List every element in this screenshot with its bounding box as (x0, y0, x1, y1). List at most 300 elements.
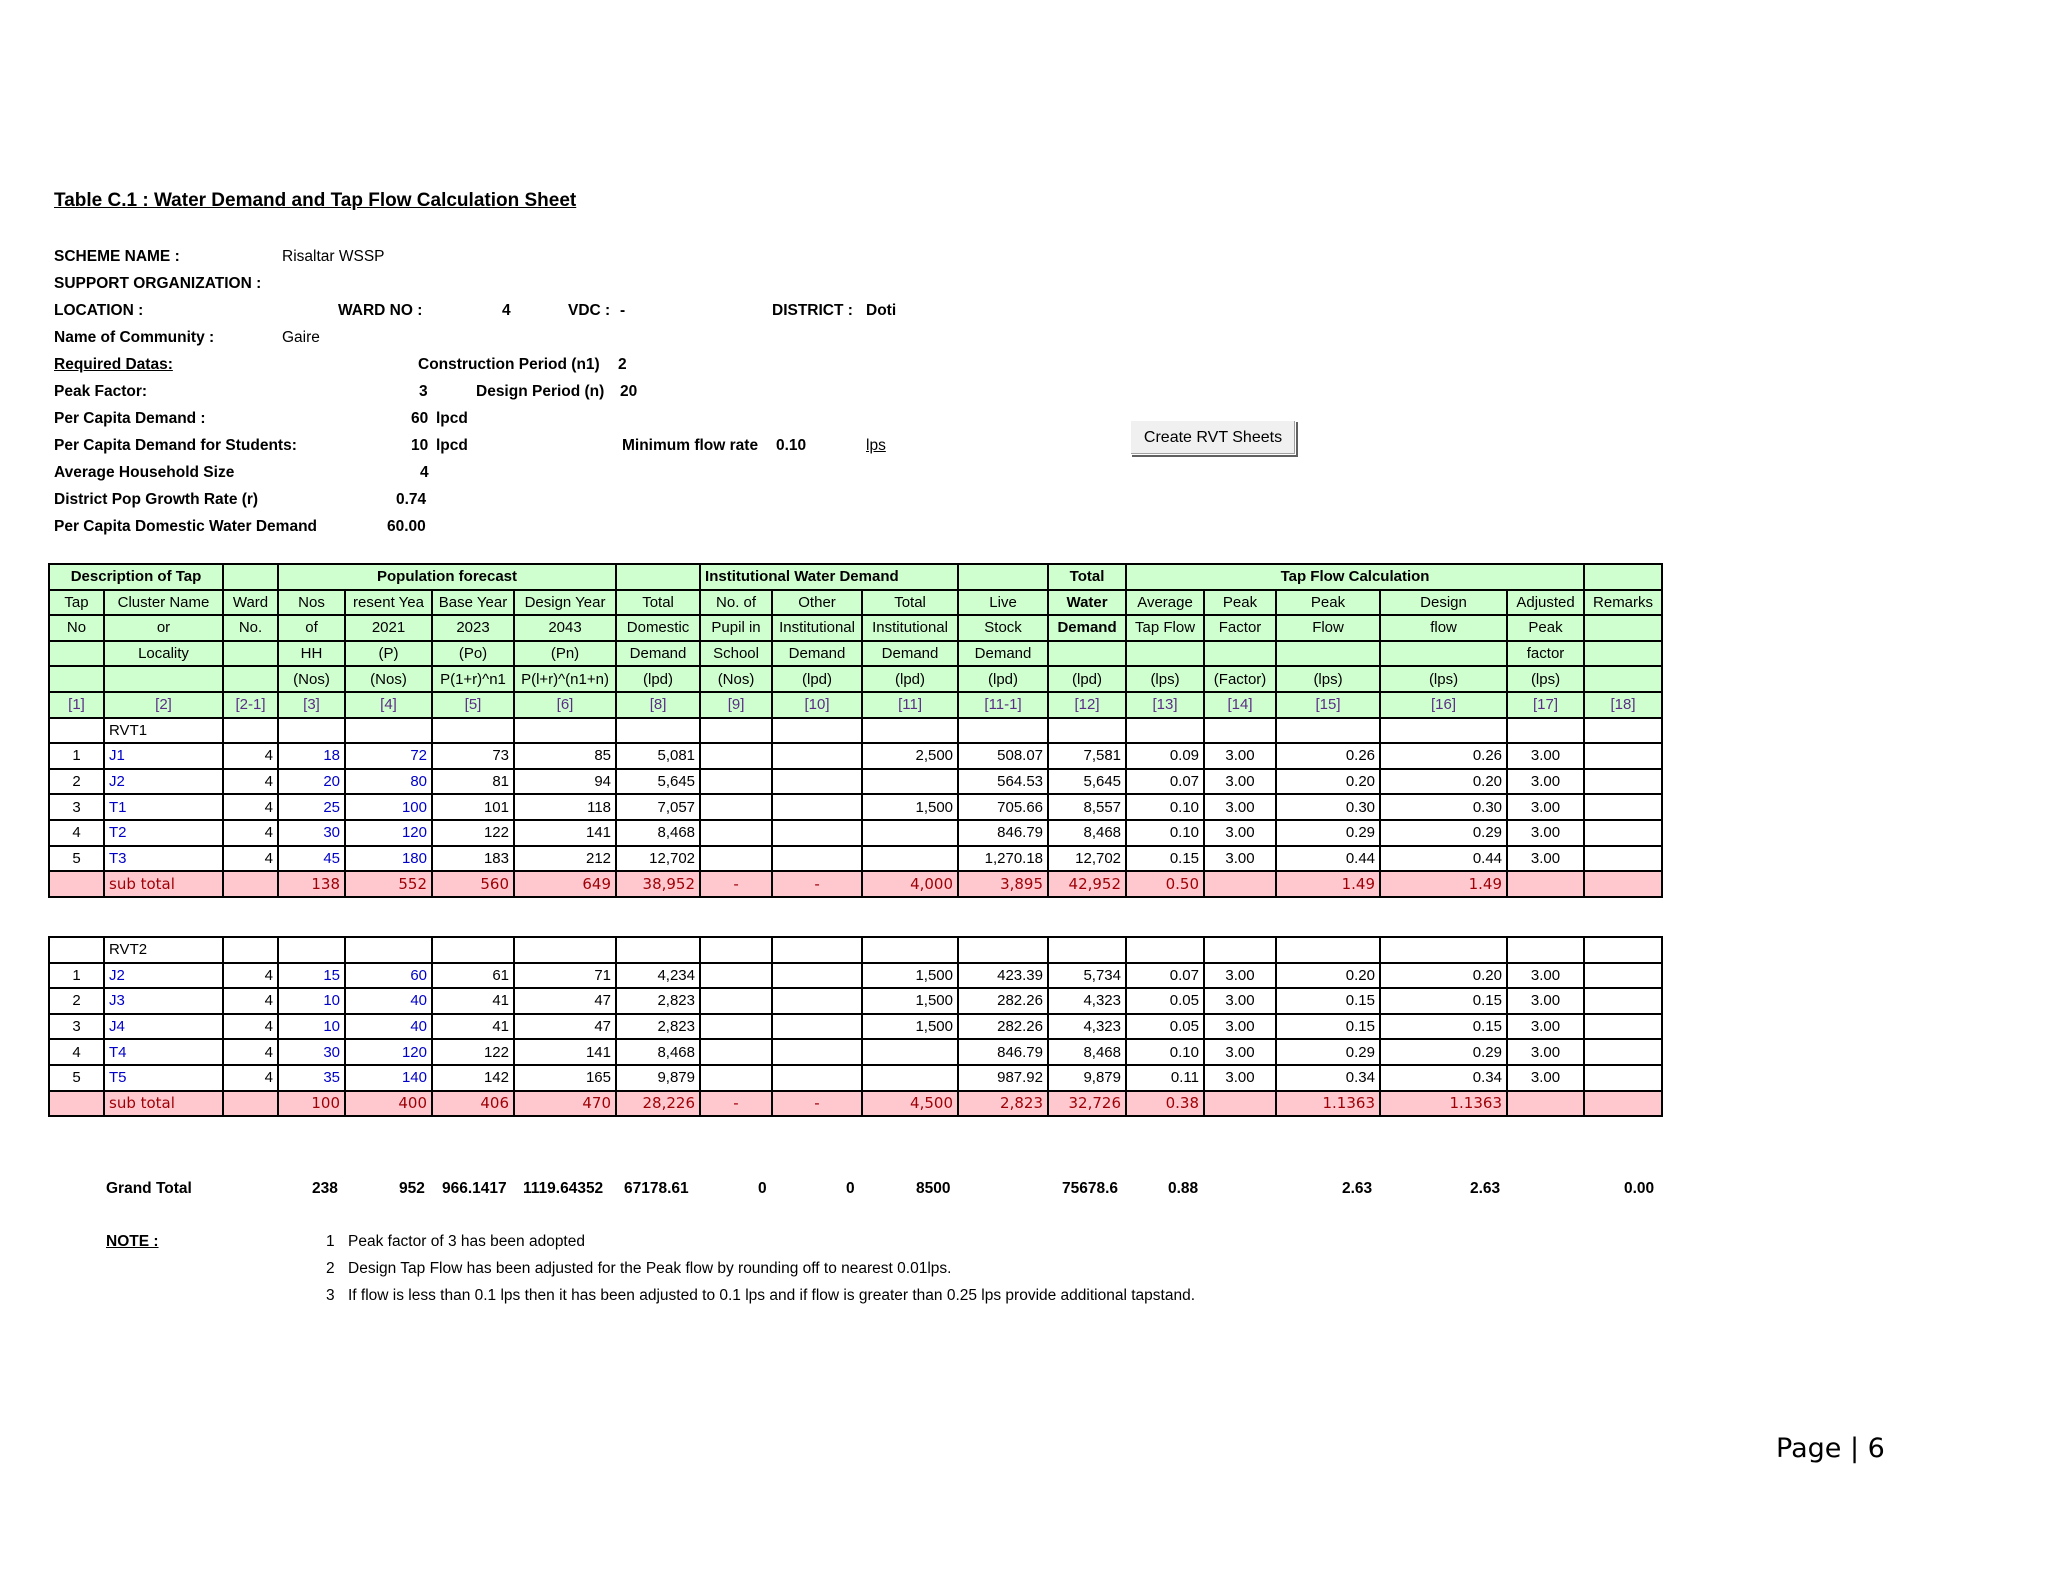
note-number-3: 3 (326, 1287, 335, 1304)
subtotal-cell: 138 (278, 871, 345, 897)
table-cell: T1 (104, 794, 223, 820)
students-value: 10 (411, 437, 429, 454)
grand-total-remarks: 0.00 (1624, 1180, 1655, 1197)
table-cell: 141 (514, 820, 616, 846)
header-cell: [18] (1584, 692, 1662, 718)
empty-cell (49, 718, 104, 744)
table-cell: 1,500 (862, 1014, 958, 1040)
table-cell: 30 (278, 1039, 345, 1065)
subtotal-cell: 1.1363 (1380, 1091, 1507, 1117)
empty-cell (958, 718, 1048, 744)
table-cell: 1,500 (862, 794, 958, 820)
table-cell (1584, 820, 1662, 846)
table-cell: 1 (49, 963, 104, 989)
header-cell: Remarks (1584, 590, 1662, 616)
header-tap-flow-calculation: Tap Flow Calculation (1126, 564, 1584, 590)
table-cell: 80 (345, 769, 432, 795)
table-cell: 8,468 (616, 820, 700, 846)
header-cell: (lps) (1276, 666, 1380, 692)
subtotal-cell: 4,500 (862, 1091, 958, 1117)
header-cell: P(1+r)^n1 (432, 666, 514, 692)
empty-cell (514, 937, 616, 963)
table-cell: 3.00 (1507, 1039, 1584, 1065)
table-cell: 60 (345, 963, 432, 989)
table-cell: 3.00 (1204, 769, 1276, 795)
table-cell: 142 (432, 1065, 514, 1091)
subtotal-cell (49, 871, 104, 897)
subtotal-cell: 28,226 (616, 1091, 700, 1117)
header-cell: (Factor) (1204, 666, 1276, 692)
empty-cell (514, 718, 616, 744)
design-period-label: Design Period (n) (476, 383, 605, 400)
header-cell: [8] (616, 692, 700, 718)
subtotal-cell (1507, 871, 1584, 897)
table-cell: 0.29 (1380, 1039, 1507, 1065)
table-cell: 0.44 (1276, 846, 1380, 872)
subtotal-cell (1204, 1091, 1276, 1117)
table-cell (1584, 743, 1662, 769)
table-cell: 0.07 (1126, 769, 1204, 795)
table-cell: 2 (49, 769, 104, 795)
table-cell: 3.00 (1507, 820, 1584, 846)
table-cell: 30 (278, 820, 345, 846)
table-cell (1584, 846, 1662, 872)
empty-cell (49, 937, 104, 963)
subtotal-cell: 42,952 (1048, 871, 1126, 897)
peak-factor-value: 3 (419, 383, 428, 400)
table-cell (700, 963, 772, 989)
domestic-demand-label: Per Capita Domestic Water Demand (54, 518, 318, 535)
header-cell (1584, 666, 1662, 692)
table-cell: 140 (345, 1065, 432, 1091)
header-empty-remarks (1584, 564, 1662, 590)
header-row6 (49, 692, 1662, 718)
empty-cell (432, 718, 514, 744)
table-cell: 3.00 (1204, 846, 1276, 872)
subtotal-cell (223, 1091, 278, 1117)
header-cell: Demand (958, 641, 1048, 667)
table-cell: 12,702 (1048, 846, 1126, 872)
support-org-label: SUPPORT ORGANIZATION : (54, 275, 262, 292)
table-cell: 1,270.18 (958, 846, 1048, 872)
subtotal-cell: sub total (104, 1091, 223, 1117)
subtotal-cell: 100 (278, 1091, 345, 1117)
grand-total-base: 966.1417 (442, 1180, 507, 1197)
table-cell: 0.20 (1276, 963, 1380, 989)
subtotal-cell (49, 1091, 104, 1117)
header-cell (223, 666, 278, 692)
header-cell: (lpd) (1048, 666, 1126, 692)
table-cell: 72 (345, 743, 432, 769)
header-cell: (lpd) (958, 666, 1048, 692)
subtotal-cell: 1.1363 (1276, 1091, 1380, 1117)
empty-cell (1584, 937, 1662, 963)
header-cell: P(l+r)^(n1+n) (514, 666, 616, 692)
table-cell: 5,734 (1048, 963, 1126, 989)
table-cell: 0.07 (1126, 963, 1204, 989)
header-cell: flow (1380, 615, 1507, 641)
table-cell: 8,468 (1048, 1039, 1126, 1065)
header-total: Total (1048, 564, 1126, 590)
header-cell (1584, 615, 1662, 641)
table-cell (700, 988, 772, 1014)
header-row-groups (49, 564, 1662, 590)
table-cell (862, 1039, 958, 1065)
subtotal-cell: - (772, 1091, 862, 1117)
header-cell: Institutional (862, 615, 958, 641)
subtotal-cell (223, 871, 278, 897)
table-cell: 18 (278, 743, 345, 769)
table-cell: 0.10 (1126, 820, 1204, 846)
table-cell: 705.66 (958, 794, 1048, 820)
table-cell (700, 820, 772, 846)
table-cell: 35 (278, 1065, 345, 1091)
table-cell: J2 (104, 963, 223, 989)
table-cell: 180 (345, 846, 432, 872)
table-cell: 0.30 (1380, 794, 1507, 820)
table-cell: 0.10 (1126, 1039, 1204, 1065)
empty-cell (616, 937, 700, 963)
grand-total-pupil: 0 (758, 1180, 767, 1197)
table-cell: 987.92 (958, 1065, 1048, 1091)
household-size-label: Average Household Size (54, 464, 235, 481)
header-cell: Factor (1204, 615, 1276, 641)
header-cell: Base Year (432, 590, 514, 616)
table-cell (1584, 963, 1662, 989)
header-cell: (P) (345, 641, 432, 667)
empty-cell (1204, 937, 1276, 963)
note-text-3: If flow is less than 0.1 lps then it has been adjusted to 0.1 lps and if flow is greater than 0.25 lps provide additional tapstand. (348, 1287, 1195, 1304)
ward-label: WARD NO : (338, 302, 423, 319)
create-rvt-sheets-button[interactable]: Create RVT Sheets (1130, 420, 1296, 455)
table-cell: 118 (514, 794, 616, 820)
header-cell: [12] (1048, 692, 1126, 718)
empty-cell (700, 937, 772, 963)
header-cell: Locality (104, 641, 223, 667)
empty-cell (958, 937, 1048, 963)
header-cell: 2043 (514, 615, 616, 641)
empty-cell (345, 718, 432, 744)
table-cell: 4 (223, 988, 278, 1014)
header-cell: Pupil in (700, 615, 772, 641)
table-cell: 40 (345, 988, 432, 1014)
table-cell: 3.00 (1507, 769, 1584, 795)
table-cell (700, 1014, 772, 1040)
rvt1-table (48, 563, 1663, 898)
table-cell (862, 1065, 958, 1091)
table-cell: 0.15 (1126, 846, 1204, 872)
ward-value: 4 (502, 302, 511, 319)
empty-cell (1276, 718, 1380, 744)
header-cell: Peak (1507, 615, 1584, 641)
table-cell: 73 (432, 743, 514, 769)
empty-cell (1048, 937, 1126, 963)
per-capita-value: 60 (411, 410, 429, 427)
header-cell: [6] (514, 692, 616, 718)
header-cell: Institutional (772, 615, 862, 641)
header-cell (1126, 641, 1204, 667)
empty-cell (1126, 937, 1204, 963)
table-cell: 423.39 (958, 963, 1048, 989)
table-cell: 3.00 (1507, 1065, 1584, 1091)
table-cell: 8,468 (1048, 820, 1126, 846)
table-cell: 4 (223, 846, 278, 872)
note-text-1: Peak factor of 3 has been adopted (348, 1233, 585, 1250)
table-cell: 9,879 (616, 1065, 700, 1091)
header-cell: Design (1380, 590, 1507, 616)
table-row (49, 794, 1662, 820)
table-cell: 100 (345, 794, 432, 820)
table-cell (700, 769, 772, 795)
header-cell: 2021 (345, 615, 432, 641)
header-cell: Demand (1048, 615, 1126, 641)
table-cell: 4,323 (1048, 988, 1126, 1014)
table-cell: 4 (49, 1039, 104, 1065)
table-cell: 3.00 (1204, 794, 1276, 820)
header-cell: Demand (772, 641, 862, 667)
subtotal-cell: 3,895 (958, 871, 1048, 897)
header-institutional-water-demand: Institutional Water Demand (700, 564, 958, 590)
header-cell (49, 666, 104, 692)
header-cell: resent Yea (345, 590, 432, 616)
construction-period-label: Construction Period (n1) (418, 356, 600, 373)
header-cell: Design Year (514, 590, 616, 616)
table-cell: 3.00 (1507, 963, 1584, 989)
table-cell: 0.29 (1380, 820, 1507, 846)
empty-cell (278, 718, 345, 744)
header-cell: [15] (1276, 692, 1380, 718)
table-cell: 10 (278, 1014, 345, 1040)
header-cell: (Po) (432, 641, 514, 667)
header-cell: 2023 (432, 615, 514, 641)
header-cell (1584, 641, 1662, 667)
empty-cell (1276, 937, 1380, 963)
min-flow-label: Minimum flow rate (622, 437, 759, 454)
design-period-value: 20 (620, 383, 638, 400)
table-cell: 5 (49, 846, 104, 872)
table-cell: 41 (432, 1014, 514, 1040)
subtotal-cell: 649 (514, 871, 616, 897)
subtotal-cell: - (772, 871, 862, 897)
table-cell: 122 (432, 1039, 514, 1065)
table-cell: 0.29 (1276, 820, 1380, 846)
table-cell: 0.15 (1380, 988, 1507, 1014)
header-cell: Stock (958, 615, 1048, 641)
header-cell: (Nos) (700, 666, 772, 692)
vdc-value: - (620, 302, 626, 319)
header-cell: School (700, 641, 772, 667)
growth-rate-value: 0.74 (396, 491, 427, 508)
subtotal-cell (1507, 1091, 1584, 1117)
subtotal-cell: 1.49 (1380, 871, 1507, 897)
per-capita-unit: lpcd (436, 410, 468, 427)
table-cell: 71 (514, 963, 616, 989)
table-cell: 47 (514, 988, 616, 1014)
table-cell: 508.07 (958, 743, 1048, 769)
per-capita-label: Per Capita Demand : (54, 410, 206, 427)
header-cell: No. (223, 615, 278, 641)
header-cell: Demand (616, 641, 700, 667)
header-cell (1204, 641, 1276, 667)
subtotal-cell: 1.49 (1276, 871, 1380, 897)
subtotal-cell: 400 (345, 1091, 432, 1117)
header-cell: Adjusted (1507, 590, 1584, 616)
subtotal-cell: - (700, 1091, 772, 1117)
header-cell: Nos (278, 590, 345, 616)
subtotal-cell: 560 (432, 871, 514, 897)
table-cell: 4 (223, 743, 278, 769)
table-cell: 41 (432, 988, 514, 1014)
header-cell: Total (616, 590, 700, 616)
table-cell: J4 (104, 1014, 223, 1040)
household-size-value: 4 (420, 464, 429, 481)
header-cell: [9] (700, 692, 772, 718)
table-cell: 2,500 (862, 743, 958, 769)
table-cell (862, 846, 958, 872)
location-label: LOCATION : (54, 302, 144, 319)
empty-cell (700, 718, 772, 744)
header-cell: Live (958, 590, 1048, 616)
subtotal-cell: 0.38 (1126, 1091, 1204, 1117)
table-cell: 3.00 (1204, 743, 1276, 769)
table-row (49, 743, 1662, 769)
header-cell (49, 641, 104, 667)
table-cell (1584, 769, 1662, 795)
subtotal-cell (1204, 871, 1276, 897)
table-cell: 4 (223, 769, 278, 795)
table-cell (700, 846, 772, 872)
table-cell: 3.00 (1507, 988, 1584, 1014)
header-cell: [4] (345, 692, 432, 718)
vdc-label: VDC : (568, 302, 611, 319)
header-cell: [17] (1507, 692, 1584, 718)
header-cell: [13] (1126, 692, 1204, 718)
header-cell: Cluster Name (104, 590, 223, 616)
subtotal-cell: sub total (104, 871, 223, 897)
header-cell: Other (772, 590, 862, 616)
table-cell: 4,234 (616, 963, 700, 989)
students-unit: lpcd (436, 437, 468, 454)
district-label: DISTRICT : (772, 302, 853, 319)
empty-cell (616, 718, 700, 744)
table-cell: 4 (49, 820, 104, 846)
table-cell: 3.00 (1204, 988, 1276, 1014)
min-flow-value: 0.10 (776, 437, 807, 454)
header-cell: Flow (1276, 615, 1380, 641)
table-row (49, 1065, 1662, 1091)
sheet-title: Table C.1 : Water Demand and Tap Flow Calculation Sheet (54, 190, 577, 211)
grand-total-label: Grand Total (106, 1180, 192, 1197)
header-cell: Demand (862, 641, 958, 667)
header-cell: Tap Flow (1126, 615, 1204, 641)
domestic-demand-value: 60.00 (387, 518, 426, 535)
table-cell: 2,823 (616, 1014, 700, 1040)
header-cell (104, 666, 223, 692)
table-cell: 5,645 (616, 769, 700, 795)
table-cell: 9,879 (1048, 1065, 1126, 1091)
header-cell (1048, 641, 1126, 667)
table-cell: J1 (104, 743, 223, 769)
header-cell (223, 641, 278, 667)
table-cell (1584, 988, 1662, 1014)
header-empty-ward (223, 564, 278, 590)
table-cell: 3.00 (1507, 794, 1584, 820)
table-row (49, 1039, 1662, 1065)
header-row2 (49, 590, 1662, 616)
table-cell: 165 (514, 1065, 616, 1091)
required-datas-label: Required Datas: (54, 356, 173, 373)
table-cell: 3.00 (1204, 963, 1276, 989)
table-cell: 0.26 (1276, 743, 1380, 769)
table-cell (1584, 794, 1662, 820)
table-cell: 3.00 (1204, 1039, 1276, 1065)
table-cell: 1 (49, 743, 104, 769)
table-cell: 5,081 (616, 743, 700, 769)
table-cell: 7,581 (1048, 743, 1126, 769)
table-cell (862, 769, 958, 795)
table-cell: 4 (223, 1014, 278, 1040)
header-cell: Peak (1276, 590, 1380, 616)
table-cell: 101 (432, 794, 514, 820)
header-empty-total-domestic (616, 564, 700, 590)
header-cell: (Nos) (345, 666, 432, 692)
empty-cell (1380, 937, 1507, 963)
table-cell: 4 (223, 1065, 278, 1091)
table-cell (772, 988, 862, 1014)
header-cell: Water (1048, 590, 1126, 616)
table-cell: 3 (49, 1014, 104, 1040)
table-cell (700, 794, 772, 820)
table-cell: 1,500 (862, 963, 958, 989)
rvt2-name-row (49, 937, 1662, 963)
rvt2-subtotal-row (49, 1091, 1662, 1117)
header-population-forecast: Population forecast (278, 564, 616, 590)
table-cell: 47 (514, 1014, 616, 1040)
table-cell: 0.26 (1380, 743, 1507, 769)
empty-cell (1507, 937, 1584, 963)
header-cell: No. of (700, 590, 772, 616)
district-value: Doti (866, 302, 897, 319)
table-cell: 3.00 (1204, 1014, 1276, 1040)
table-cell: 0.05 (1126, 988, 1204, 1014)
table-cell: 3.00 (1204, 1065, 1276, 1091)
table-cell (772, 769, 862, 795)
table-cell: 0.20 (1276, 769, 1380, 795)
header-cell: [16] (1380, 692, 1507, 718)
empty-cell (772, 937, 862, 963)
rvt1-subtotal-row (49, 871, 1662, 897)
grand-total-other: 0 (846, 1180, 855, 1197)
table-cell: J3 (104, 988, 223, 1014)
header-cell: [10] (772, 692, 862, 718)
grand-total-design-flow: 2.63 (1470, 1180, 1501, 1197)
header-cell: (Nos) (278, 666, 345, 692)
table-cell: 0.29 (1276, 1039, 1380, 1065)
table-cell: 2 (49, 988, 104, 1014)
page-number: Page | 6 (1776, 1433, 1885, 1464)
header-cell (1380, 641, 1507, 667)
empty-cell (862, 718, 958, 744)
table-cell: 122 (432, 820, 514, 846)
scheme-name-label: SCHEME NAME : (54, 248, 180, 265)
table-cell (772, 1065, 862, 1091)
header-cell: (lpd) (772, 666, 862, 692)
empty-cell (1048, 718, 1126, 744)
header-cell: Total (862, 590, 958, 616)
table-cell: 0.34 (1380, 1065, 1507, 1091)
header-cell: (lps) (1380, 666, 1507, 692)
empty-cell (1204, 718, 1276, 744)
